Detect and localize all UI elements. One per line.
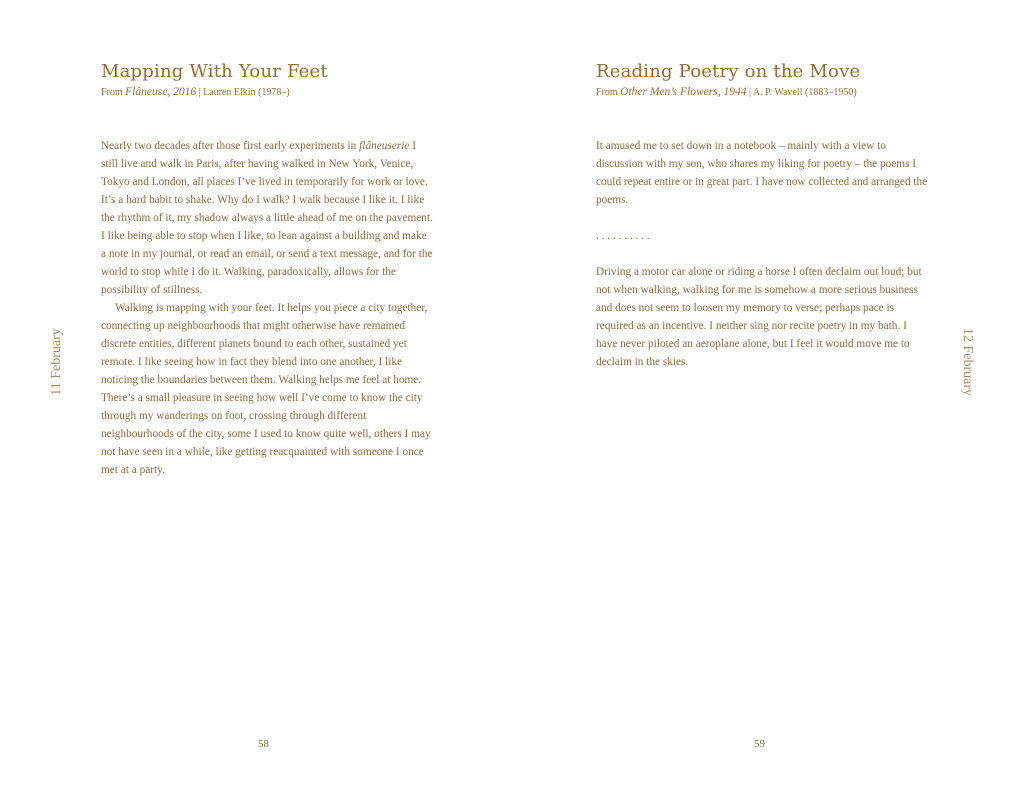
emphasis-text: flâneuserie — [359, 140, 410, 152]
ellipsis-divider: . . . . . . . . . . — [596, 230, 650, 242]
date-label: 12 February — [960, 327, 975, 397]
page-title: Reading Poetry on the Move — [596, 61, 861, 82]
page-number: 58 — [258, 738, 269, 750]
source-line — [101, 86, 290, 98]
body-text — [101, 137, 433, 479]
source-work: Other Men’s Flowers, 1944 — [620, 86, 747, 98]
paragraph: Walking is mapping with your feet. It helps you piece a city together, connecting up neighbourhoods that might otherwise have remained discrete entities, different planets bound to each other, sustained yet remote. I like seeing how in fact they blend into one another, I like noticing the boundaries between them. Walking helps me feel at home. There’s a small pleasure in seeing how well I’ve come to know the city through my wanderings on foot, crossing through different neighbourhoods of the city, some I used to know quite well, others I may not have seen in a while, like getting reacquainted with someone I once met at a party. — [101, 302, 431, 476]
source-author: A. P. Wavell (1883–1950) — [752, 87, 857, 98]
source-prefix: From — [596, 87, 618, 98]
source-work: Flâneuse, 2016 — [125, 86, 197, 98]
paragraph-text: I still live and walk in Paris, after having walked in New York, Venice, Tokyo and London, all places I’ve lived in temporarily for work or love. It’s a hard habit to shake. Why do I walk? I walk because I like it. I like the rhythm of it, my shadow always a little ahead of me on the pavement. I like being able to stop when I like, to lean against a building and make a note in my journal, or read an email, or send a text message, and for the world to stop while I do it. Walking, paradoxically, allows for the possibility of stillness. — [101, 140, 433, 296]
date-label: 11 February — [49, 328, 64, 396]
source-separator: | — [748, 87, 751, 98]
source-separator: | — [198, 87, 201, 98]
page-number: 59 — [754, 738, 765, 750]
paragraph: Driving a motor car alone or riding a horse I often declaim out loud; but not when walking, walking for me is somehow a more serious business and does not seem to loosen my memory to verse; perhaps pace is required as an incentive. I neither sing nor recite poetry in my bath. I have never piloted an aeroplane alone, but I feel it would move me to declaim in the skies. — [596, 266, 922, 368]
body-text — [596, 137, 928, 371]
paragraph: It amused me to set down in a notebook – mainly with a view to discussion with my son, who shares my liking for poetry – the poems I could repeat entire or in great part. I have now collected and arranged the poems. — [596, 140, 928, 206]
source-line — [596, 86, 857, 98]
paragraph — [101, 137, 433, 299]
right-page — [512, 0, 1024, 788]
paragraph-text: Nearly two decades after those first early experiments in — [101, 140, 357, 152]
source-author: Lauren Elkin (1978–) — [203, 87, 290, 98]
source-prefix: From — [101, 87, 123, 98]
page-title: Mapping With Your Feet — [101, 61, 328, 82]
